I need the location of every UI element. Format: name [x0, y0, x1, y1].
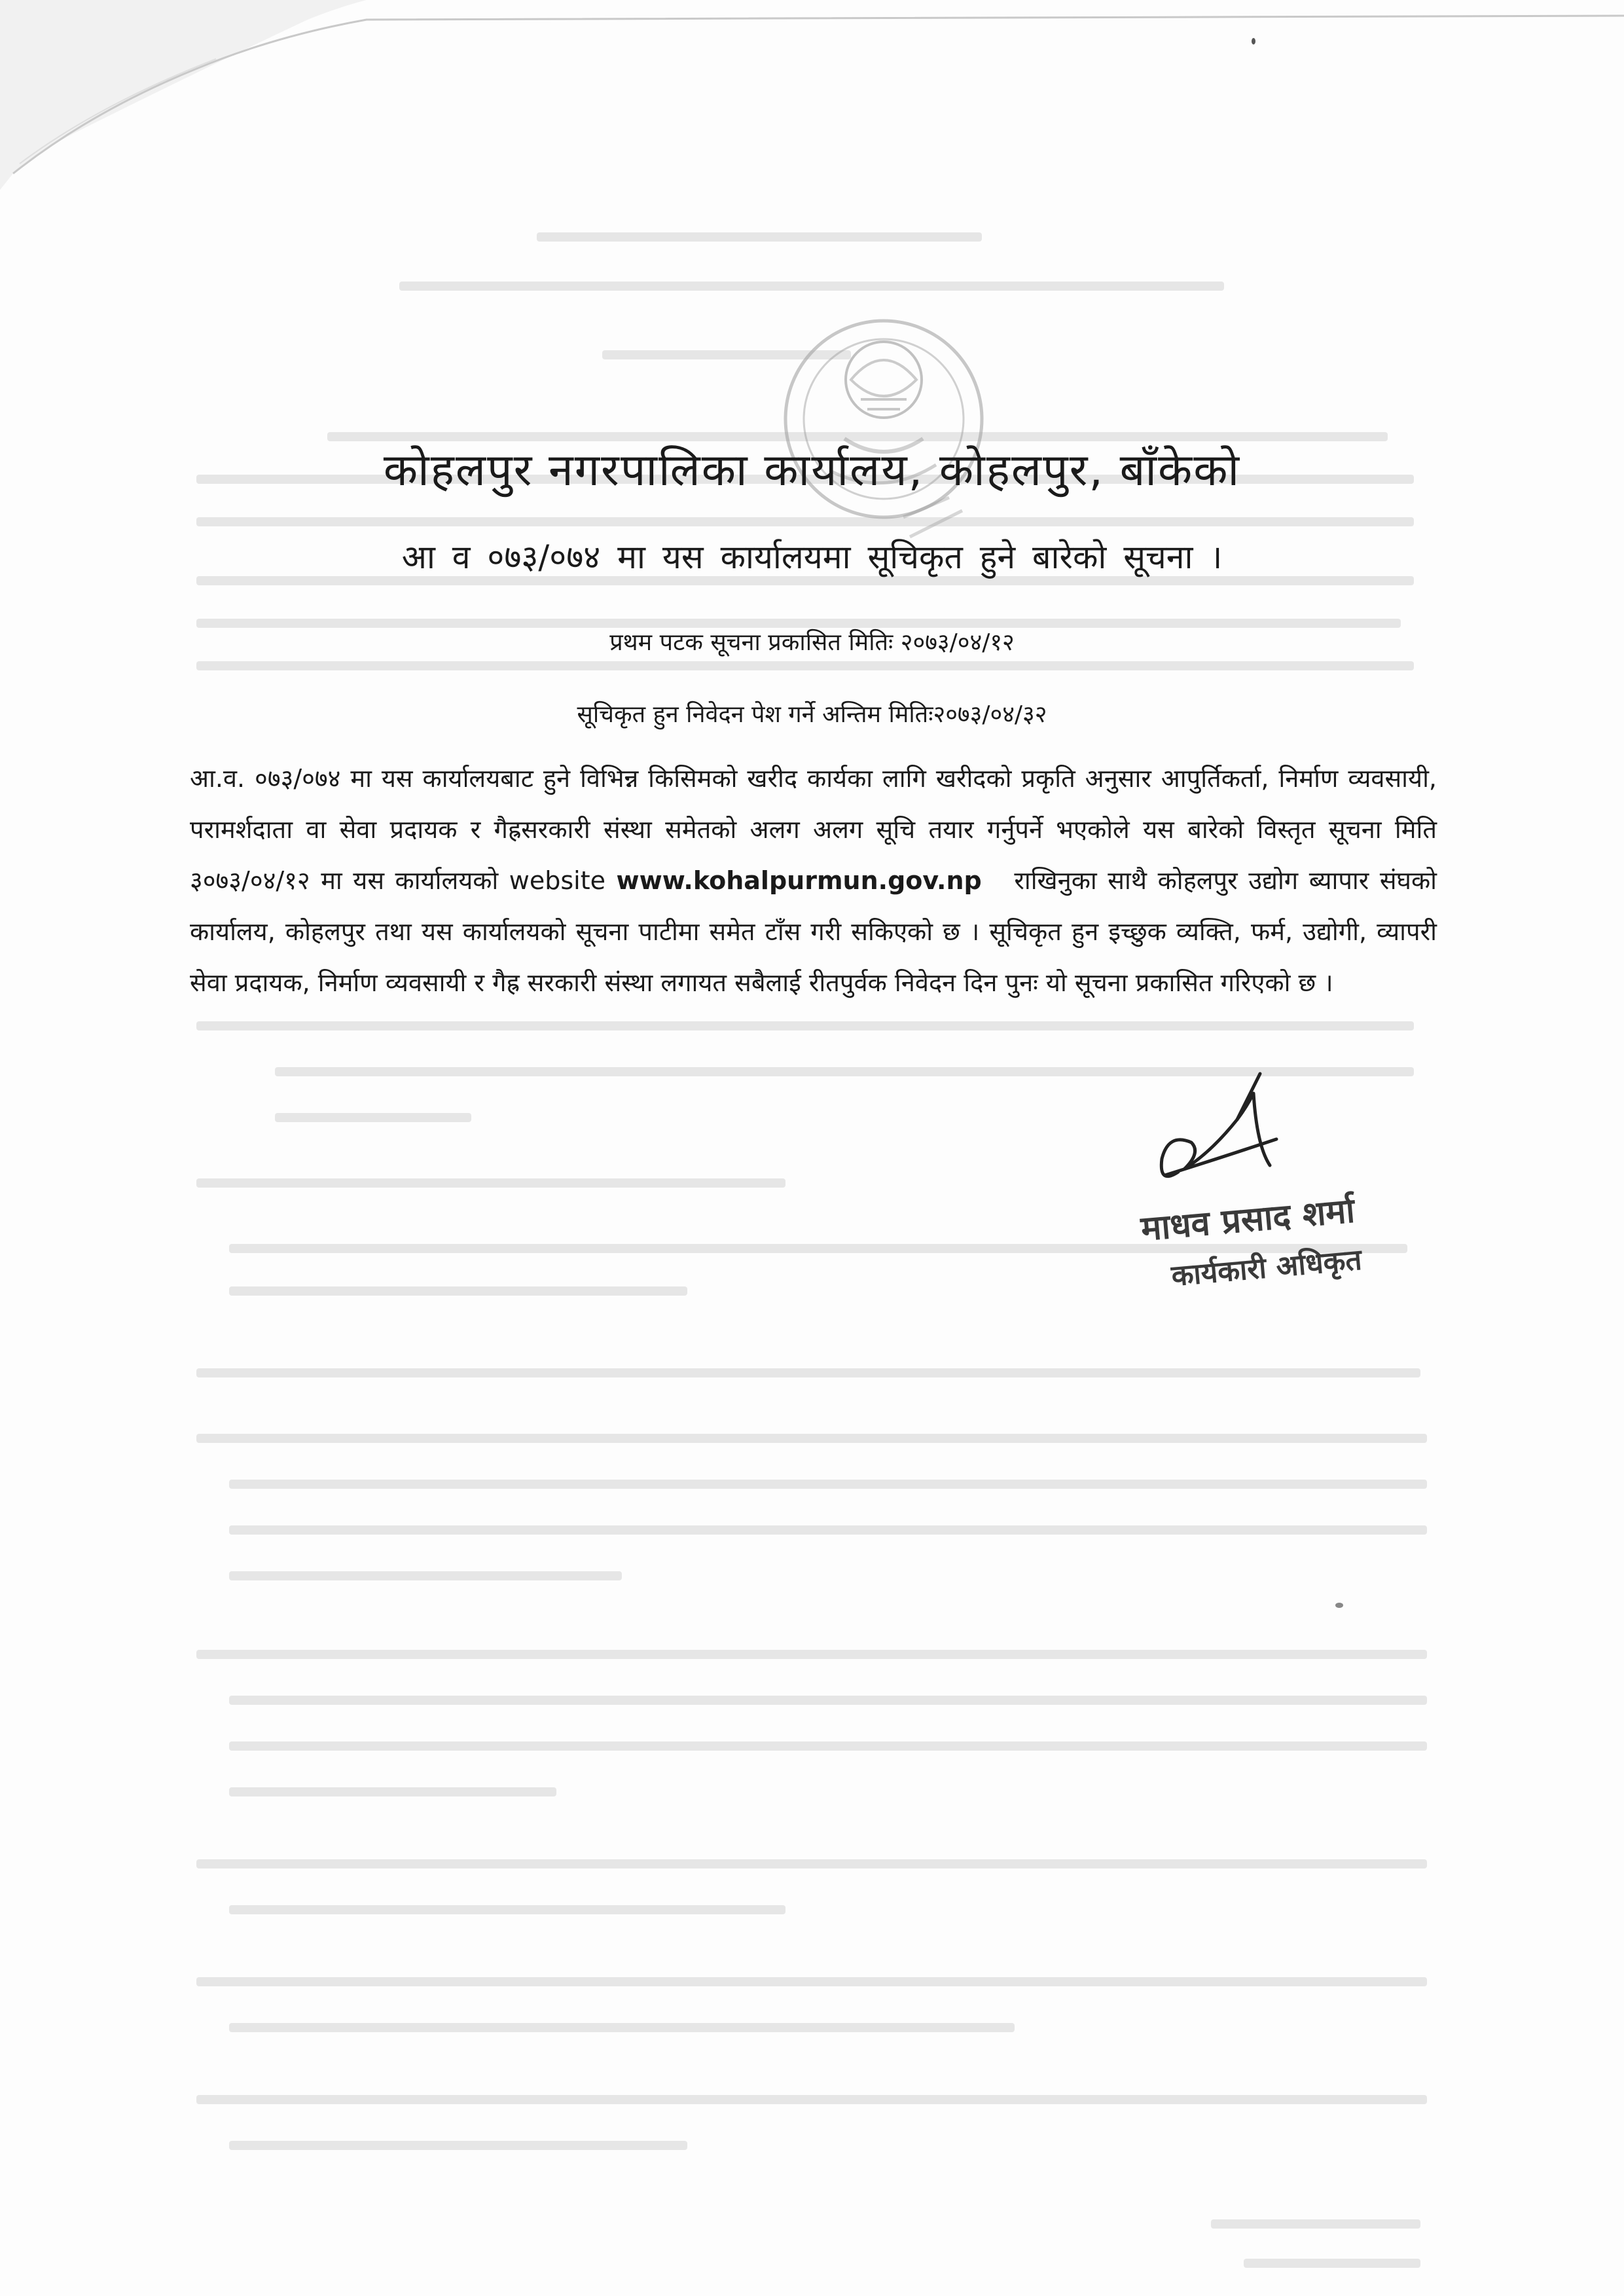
first-publication-date: प्रथम पटक सूचना प्रकासित मितिः २०७३/०४/१२: [609, 629, 1015, 656]
scan-speck: [1335, 1603, 1343, 1608]
notice-subheading: आ व ०७३/०७४ मा यस कार्यालयमा सूचिकृत हुने बारेको सूचना ।: [401, 538, 1223, 576]
signatory-name: माधव प्रसाद शर्मा: [1139, 1191, 1357, 1249]
handwritten-signature: [1139, 1054, 1309, 1205]
notice-body-part2: राखिनुका साथै कोहलपुर उद्योग ब्यापार संघको कार्यालय, कोहलपुर तथा यस कार्यालयको सूचना पाटीमा समेत टाँस गरी सकिएको छ । सूचिकृत हुन इच्छुक व्यक्ति, फर्म, उद्योगी, व्यापरी सेवा प्रदायक, निर्माण व्यवसायी र गैह्र सरकारी संस्था लगायत सबैलाई रीतपुर्वक निवेदन दिन पुनः यो सूचना प्रकासित गरिएको छ ।: [190, 866, 1437, 997]
application-deadline: सूचिकृत हुन निवेदन पेश गर्ने अन्तिम मितिः२०७३/०४/३२: [577, 701, 1047, 728]
notice-body-part1: आ.व. ०७३/०७४ मा यस कार्यालयबाट हुने विभिन्न किसिमको खरीद कार्यका लागि खरीदको प्रकृति अनुसार आपुर्तिकर्ता, निर्माण व्यवसायी, परामर्शदाता वा सेवा प्रदायक र गैह्रसरकारी संस्था समेतको अलग अलग सूचि तयार गर्नुपर्ने भएकोले यस बारेको विस्तृत सूचना मिति ३०७३/०४/१२ मा यस कार्यालयको website: [190, 764, 1437, 895]
signatory-designation: कार्यकारी अधिकृत: [1170, 1243, 1363, 1293]
scan-speck: [1252, 38, 1255, 45]
office-heading: कोहलपुर नगरपालिका कार्यालय, कोहलपुर, बाँकेको: [383, 445, 1241, 496]
notice-body: [190, 753, 1437, 1008]
website-link[interactable]: www.kohalpurmun.gov.np: [616, 866, 982, 895]
